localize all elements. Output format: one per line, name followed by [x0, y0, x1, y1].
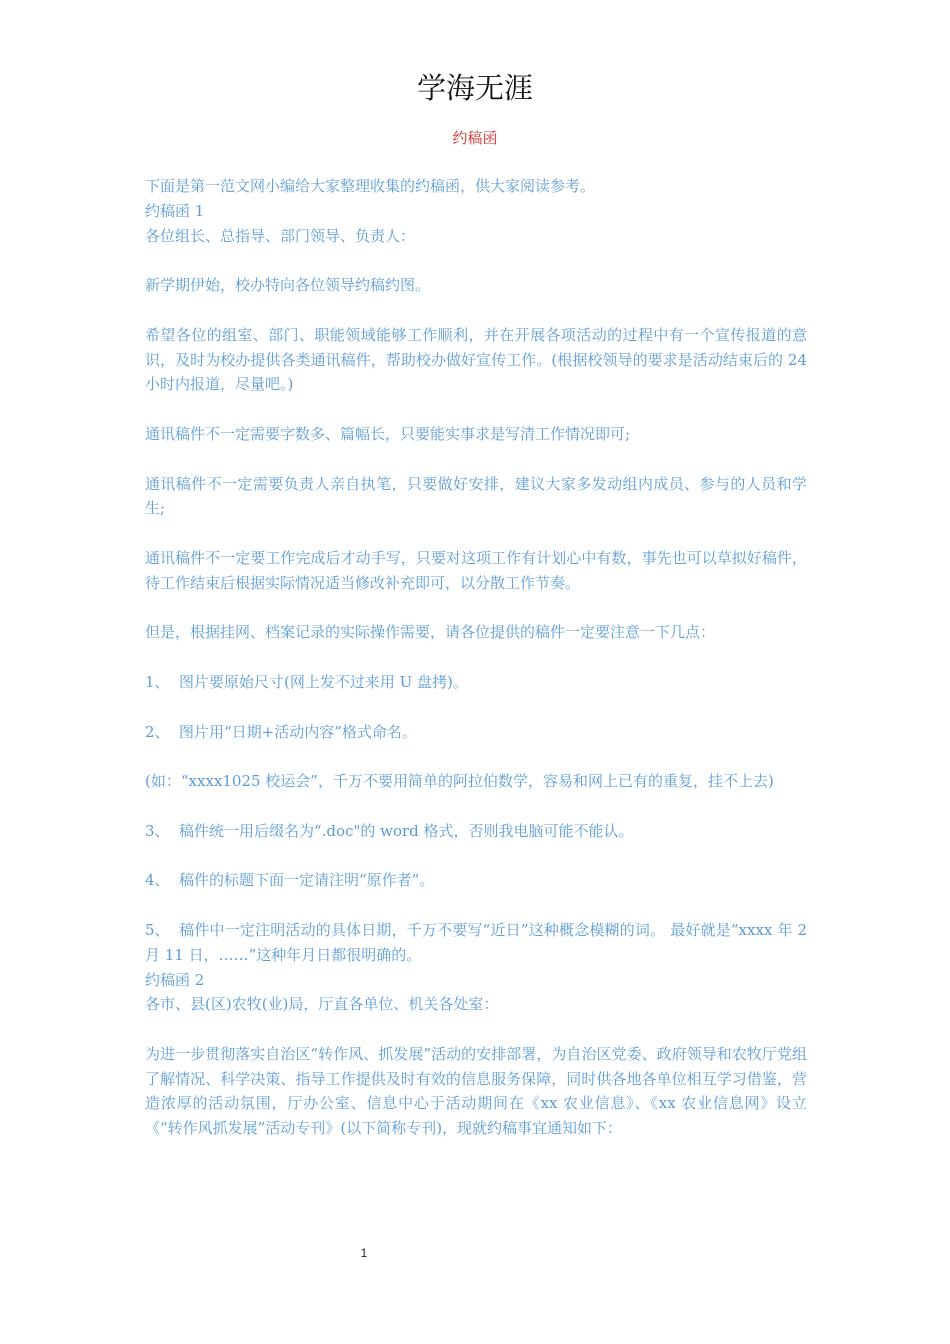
list-item-text: 图片用“日期+活动内容”格式命名。: [179, 722, 417, 741]
list-item: [145, 868, 807, 893]
document-subtitle: 约稿函: [452, 129, 498, 147]
list-item: [145, 670, 807, 695]
letter1-paragraph-6: 但是，根据挂网、档案记录的实际操作需要，请各位提供的稿件一定要注意一下几点：: [145, 623, 716, 642]
list-item-text: 稿件中一定注明活动的具体日期，千万不要写“近日”这种概念模糊的词。 最好就是“xxxx 年 2 月 11 日，……”这种年月日都很明确的。: [145, 920, 807, 964]
document-body: [145, 174, 807, 1141]
letter1-paragraph-1: 新学期伊始，校办特向各位领导约稿约图。: [145, 276, 431, 295]
letter1-paragraph-5: 通讯稿件不一定要工作完成后才动手写，只要对这项工作有计划心中有数，事先也可以草拟好稿件，待工作结束后根据实际情况适当修改补充即可，以分散工作节奏。: [145, 548, 807, 592]
naming-note: (如：“xxxx1025 校运会”，千万不要用简单的阿拉伯数学，容易和网上已有的重复，挂不上去): [145, 772, 774, 791]
list-item-text: 图片要原始尺寸(网上发不过来用 U 盘拷)。: [179, 672, 468, 691]
letter2-salutation: 各市、县(区)农牧(业)局，厅直各单位、机关各处室：: [145, 995, 499, 1014]
letter1-paragraph-3: 通讯稿件不一定需要字数多、篇幅长，只要能实事求是写清工作情况即可;: [145, 424, 631, 443]
list-item-number: 3、: [145, 821, 170, 840]
list-item: [145, 918, 807, 968]
list-item-text: 稿件的标题下面一定请注明“原作者”。: [179, 871, 435, 890]
letter1-salutation: 各位组长、总指导、部门领导、负责人：: [145, 226, 416, 245]
letter1-heading: 约稿函 1: [145, 201, 205, 220]
intro-paragraph: 下面是第一范文网小编给大家整理收集的约稿函，供大家阅读参考。: [145, 177, 596, 195]
letter1-paragraph-4: 通讯稿件不一定需要负责人亲自执笔，只要做好安排，建议大家多发动组内成员、参与的人员和学生;: [145, 474, 807, 518]
list-item: [145, 720, 807, 745]
letter2-heading: 约稿函 2: [145, 970, 205, 989]
list-item-number: 2、: [145, 722, 170, 741]
page-number: 1: [360, 1246, 368, 1260]
list-item-number: 5、: [145, 920, 170, 939]
list-item-number: 4、: [145, 871, 170, 890]
list-item: [145, 819, 807, 844]
list-item-number: 1、: [145, 672, 170, 691]
letter2-paragraph-1: 为进一步贯彻落实自治区“转作风、抓发展”活动的安排部署，为自治区党委、政府领导和农牧厅党组了解情况、科学决策、指导工作提供及时有效的信息服务保障，同时供各地各单位相互学习借鉴，营造浓厚的活动氛围，厅办公室、信息中心于活动期间在《xx 农业信息》、《xx 农业信息网》设立《“转作风抓发展”活动专刊》(以下简称专刊)，现就约稿事宜通知如下：: [145, 1044, 807, 1138]
page-title: 学海无涯: [416, 71, 533, 105]
list-item-text: 稿件统一用后缀名为“.doc"的 word 格式，否则我电脑可能不能认。: [179, 821, 634, 840]
letter1-paragraph-2: 希望各位的组室、部门、职能领域能够工作顺利，并在开展各项活动的过程中有一个宣传报道的意识，及时为校办提供各类通讯稿件，帮助校办做好宣传工作。(根据校领导的要求是活动结束后的 24 小时内报道，尽量吧。): [145, 325, 807, 394]
